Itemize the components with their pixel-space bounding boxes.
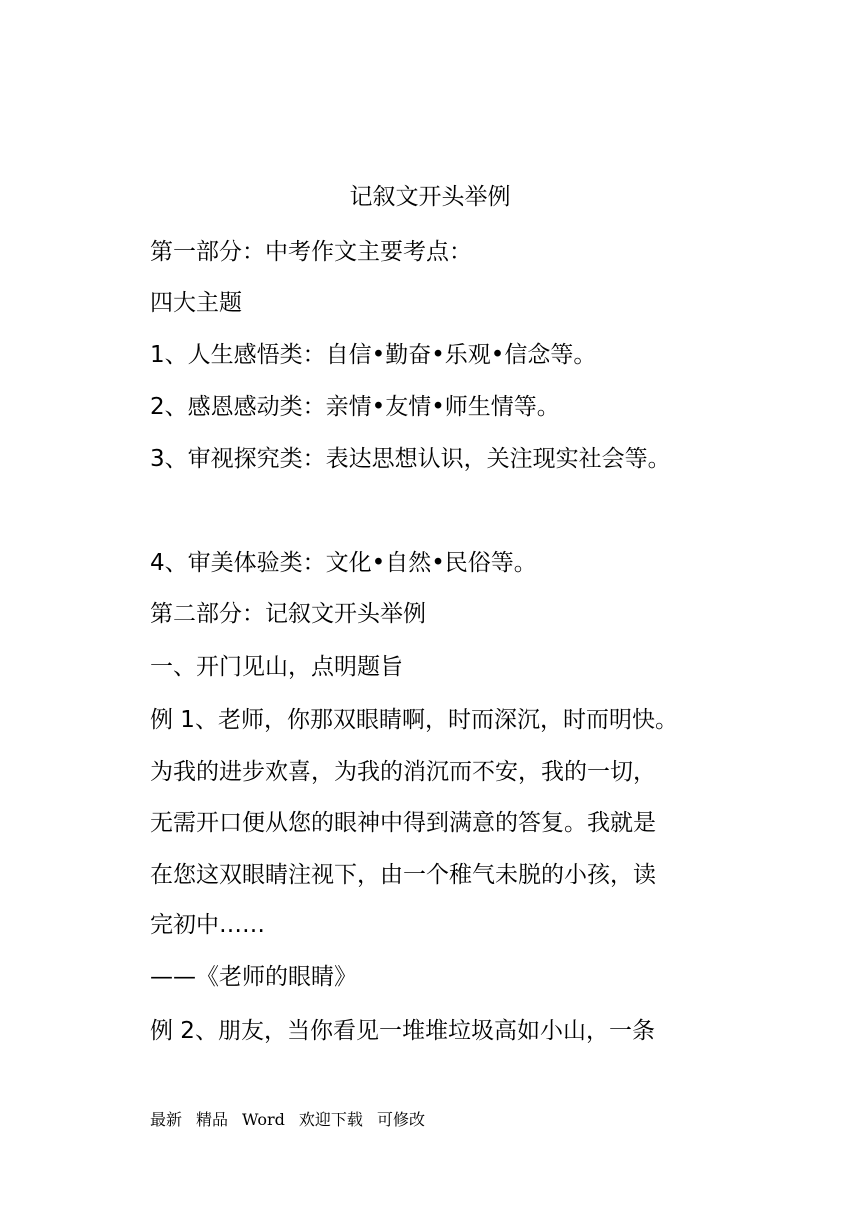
section-heading-2: 第二部分：记叙文开头举例 <box>150 601 426 627</box>
subheading-four-themes: 四大主题 <box>150 290 242 316</box>
theme-item-4: 4、审美体验类：文化•自然•民俗等。 <box>150 550 537 576</box>
footer-item: Word <box>242 1110 285 1129</box>
page-footer <box>150 1108 439 1132</box>
theme-item-2: 2、感恩感动类：亲情•友情•师生情等。 <box>150 394 560 420</box>
section-heading-1: 第一部分：中考作文主要考点： <box>150 239 472 265</box>
theme-item-1: 1、人生感悟类：自信•勤奋•乐观•信念等。 <box>150 342 597 368</box>
document-title: 记叙文开头举例 <box>349 184 511 210</box>
example-1-line-5: 完初中…… <box>150 912 265 938</box>
footer-item: 欢迎下载 <box>298 1110 363 1129</box>
example-1-line-4: 在您这双眼睛注视下，由一个稚气未脱的小孩，读 <box>150 862 656 888</box>
example-2-line-1: 例 2、朋友，当你看见一堆堆垃圾高如小山，一条 <box>150 1018 655 1044</box>
example-1-line-2: 为我的进步欢喜，为我的消沉而不安，我的一切， <box>150 759 656 785</box>
example-1-line-3: 无需开口便从您的眼神中得到满意的答复。我就是 <box>150 810 656 836</box>
footer-item: 最新 <box>150 1110 183 1129</box>
footer-item: 可修改 <box>376 1110 425 1129</box>
footer-item: 精品 <box>196 1110 229 1129</box>
example-1-source: ——《老师的眼睛》 <box>150 964 357 990</box>
example-1-line-1: 例 1、老师，你那双眼睛啊，时而深沉，时而明快。 <box>150 707 678 733</box>
theme-item-3: 3、审视探究类：表达思想认识，关注现实社会等。 <box>150 446 671 472</box>
method-heading-1: 一、开门见山，点明题旨 <box>150 654 403 680</box>
